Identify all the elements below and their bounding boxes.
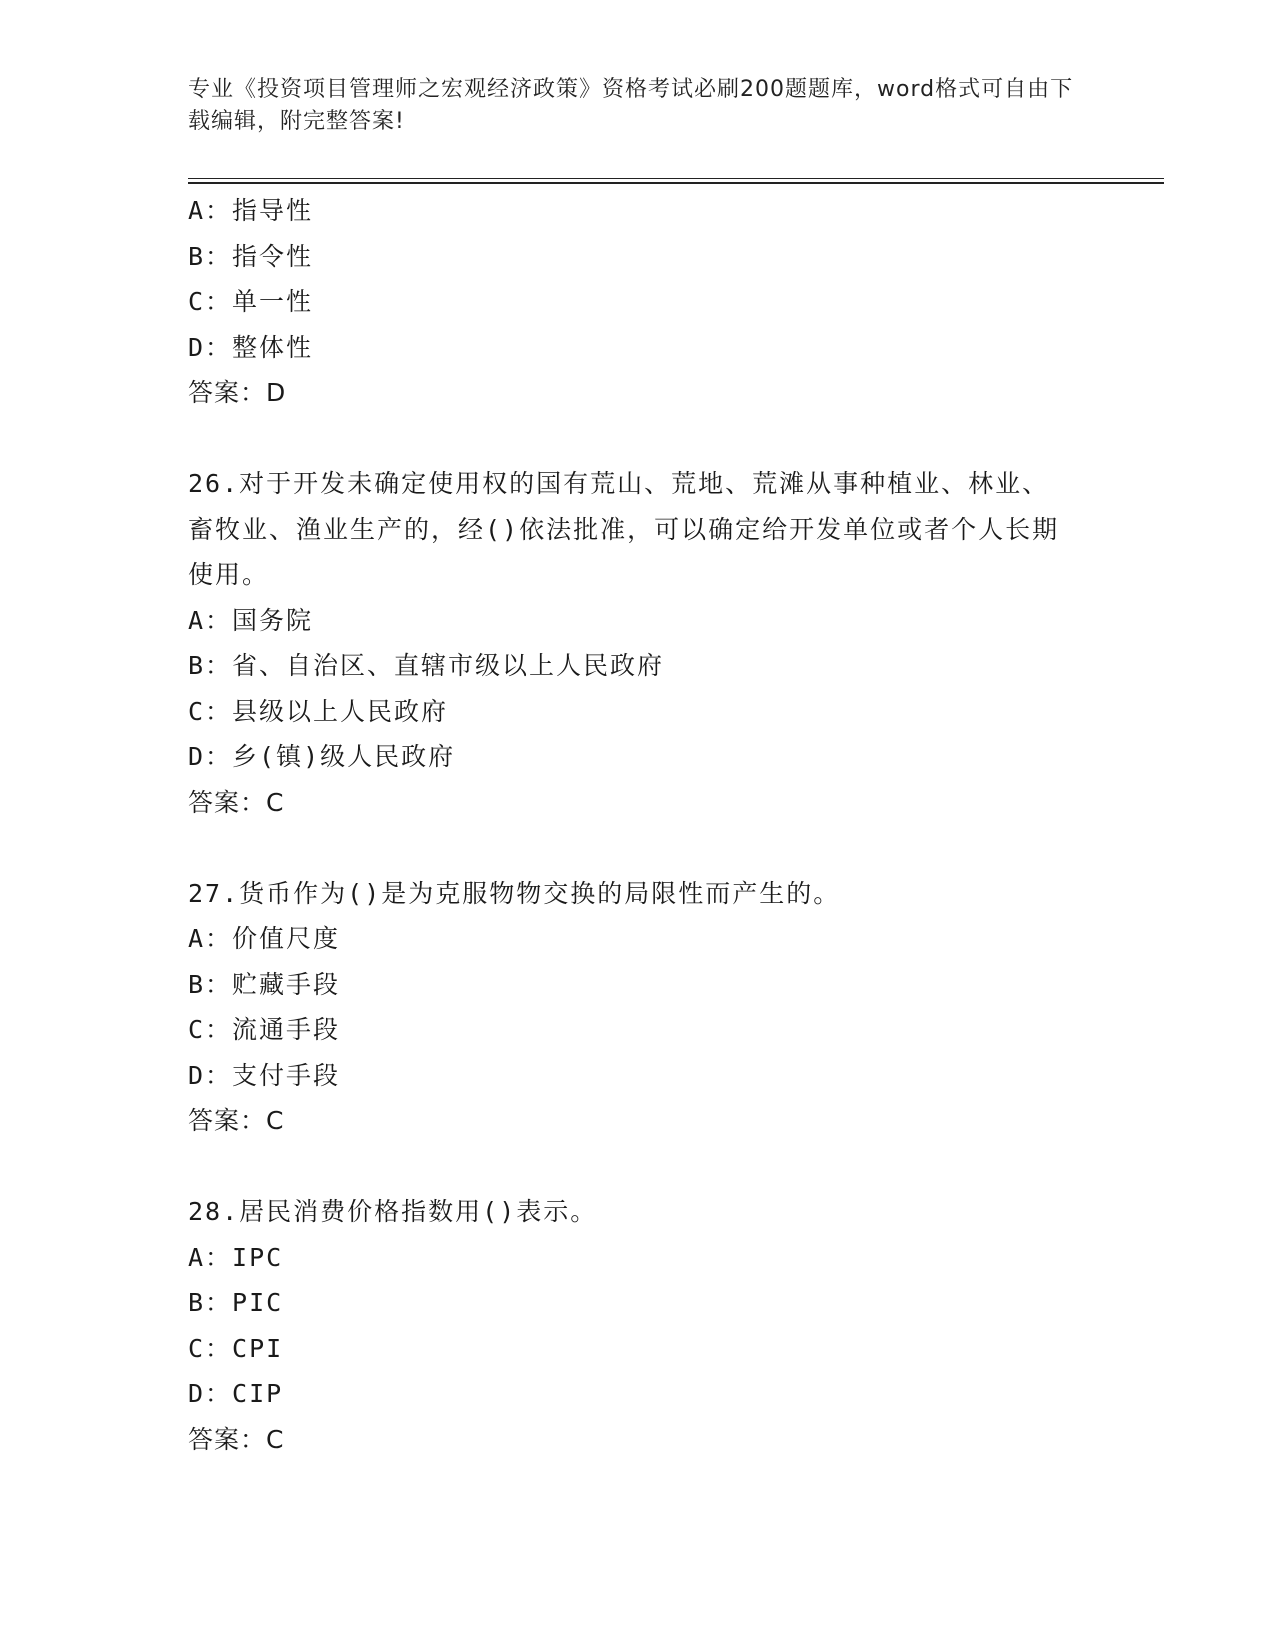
answer: 答案：C bbox=[188, 787, 285, 817]
option-b: B：指令性 bbox=[188, 241, 314, 271]
option-b: B：省、自治区、直辖市级以上人民政府 bbox=[188, 651, 665, 680]
option-b: B：PIC bbox=[188, 1288, 284, 1317]
question-stem: 28.居民消费价格指数用()表示。 bbox=[188, 1197, 598, 1226]
spacer bbox=[188, 416, 1088, 462]
page-header: 专业《投资项目管理师之宏观经济政策》资格考试必刷200题题库，word格式可自由下载编辑，附完整答案! bbox=[188, 77, 1074, 134]
question-27 bbox=[188, 871, 1088, 1144]
answer: 答案：C bbox=[188, 1106, 285, 1135]
spacer bbox=[188, 1144, 1088, 1190]
option-a: A：国务院 bbox=[188, 605, 314, 635]
option-a: A：指导性 bbox=[188, 196, 314, 225]
question-28 bbox=[188, 1189, 1088, 1462]
option-d: D：乡(镇)级人民政府 bbox=[188, 742, 456, 771]
header-rule-thick bbox=[188, 182, 1164, 184]
option-c: C：CPI bbox=[188, 1333, 284, 1363]
answer: 答案：D bbox=[188, 378, 287, 407]
header-rule-thin bbox=[188, 178, 1164, 179]
option-d: D：CIP bbox=[188, 1379, 284, 1408]
spacer bbox=[188, 825, 1088, 871]
question-stem: 26.对于开发未确定使用权的国有荒山、荒地、荒滩从事种植业、林业、畜牧业、渔业生产的，经()依法批准，可以确定给开发单位或者个人长期使用。 bbox=[188, 469, 1060, 589]
question-25 bbox=[188, 188, 1088, 416]
question-list bbox=[188, 188, 1088, 1462]
question-26 bbox=[188, 461, 1088, 825]
option-d: D：支付手段 bbox=[188, 1060, 341, 1090]
option-c: C：单一性 bbox=[188, 287, 314, 316]
option-b: B：贮藏手段 bbox=[188, 969, 341, 999]
option-a: A：价值尺度 bbox=[188, 924, 341, 953]
option-d: D：整体性 bbox=[188, 332, 314, 362]
option-c: C：流通手段 bbox=[188, 1015, 341, 1044]
question-stem: 27.货币作为()是为克服物物交换的局限性而产生的。 bbox=[188, 878, 841, 908]
option-a: A：IPC bbox=[188, 1242, 284, 1272]
answer: 答案：C bbox=[188, 1424, 285, 1454]
option-c: C：县级以上人民政府 bbox=[188, 696, 449, 726]
